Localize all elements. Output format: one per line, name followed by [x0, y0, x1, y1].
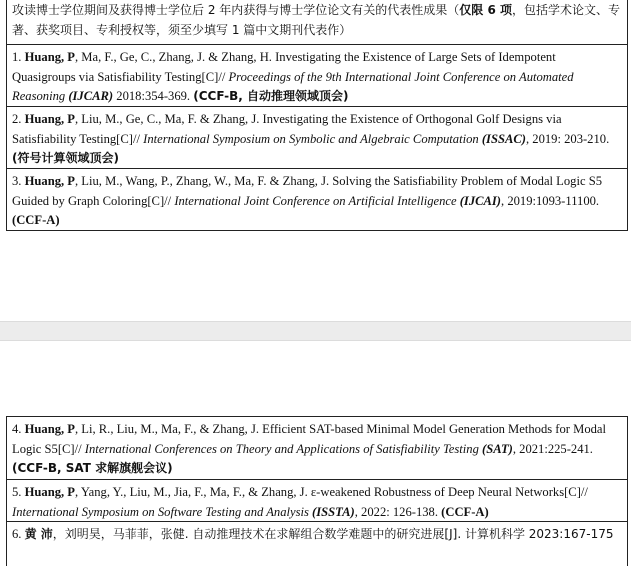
- publication-item-2: [7, 107, 627, 169]
- item-pages: , 2019:1093-11100.: [501, 193, 600, 208]
- publication-item-4: [7, 416, 627, 480]
- item-venue: International Symposium on Symbolic and Algebraic Computation: [143, 131, 482, 146]
- publication-item-5: [7, 480, 627, 522]
- item-tag: (CCF-A): [12, 213, 60, 227]
- item-number: 2.: [12, 112, 25, 126]
- item-venue-abbr: (ISSAC): [481, 131, 526, 146]
- document-page-top: [0, 0, 631, 233]
- item-tag: (CCF-B, 自动推理领域顶会): [193, 89, 349, 103]
- item-citation: , Yang, Y., Liu, M., Jia, F., Ma, F., & Zhang, J. ε-weakened Robustness of Deep Neural Networks[C]//: [74, 485, 588, 499]
- document-page-bottom: [0, 410, 631, 561]
- item-citation: , Liu, M., Ge, C., Ma, F. & Zhang, J. Investigating the Existence of Orthogonal Golf Designs via Satisfiability Testing[C]//: [12, 112, 562, 146]
- item-venue: International Joint Conference on Artificial Intelligence: [174, 193, 460, 208]
- achievements-table-bottom: [6, 416, 628, 566]
- item-tag: (符号计算领域顶会): [12, 151, 119, 165]
- header-limit: 仅限 6 项: [459, 3, 512, 17]
- page-break-separator: [0, 321, 631, 341]
- item-number: 6.: [12, 527, 25, 541]
- item-author: Huang, P: [24, 485, 75, 499]
- item-author: 黄 沛: [24, 527, 53, 541]
- item-author: Huang, P: [24, 422, 75, 436]
- publication-item-6: [7, 522, 627, 566]
- item-citation: , Ma, F., Ge, C., Zhang, J. & Zhang, H. Investigating the Existence of Large Sets of Idempotent Quasigroups via Satisfiability Testing[C]//: [12, 50, 556, 84]
- publication-item-3: [7, 169, 627, 231]
- item-venue-abbr: (SAT): [482, 441, 513, 456]
- item-number: 4.: [12, 422, 25, 436]
- item-tag: (CCF-A): [441, 504, 489, 519]
- publication-item-1: [7, 45, 627, 107]
- item-pages: , 2019: 203-210.: [525, 131, 610, 146]
- item-number: 5.: [12, 485, 25, 499]
- item-citation: , Li, R., Liu, M., Ma, F., & Zhang, J. Efficient SAT-based Minimal Model Generation Methods for Modal Logic S5[C]//: [12, 422, 606, 456]
- item-venue-abbr: (IJCAR): [68, 89, 114, 103]
- item-pages: , 2022: 126-138.: [354, 504, 442, 519]
- item-venue: International Symposium on Software Testing and Analysis: [12, 504, 313, 519]
- item-author: Huang, P: [24, 50, 75, 64]
- item-venue: International Conferences on Theory and Applications of Satisfiability Testing: [84, 441, 483, 456]
- item-number: 1.: [12, 50, 25, 64]
- item-pages: 2018:354-369.: [113, 89, 194, 103]
- header-text-b: ，包括学术论文、专著、获奖项目、专利授权等，须至少填写 1 篇中文期刊代表作）: [12, 3, 621, 37]
- item-citation: ，刘明昊，马菲菲，张健. 自动推理技术在求解组合数学难题中的研究进展[J]. 计算机科学 2023:167-175: [52, 527, 614, 541]
- item-venue-abbr: (ISSTA): [312, 504, 355, 519]
- item-citation: , Liu, M., Wang, P., Zhang, W., Ma, F. & Zhang, J. Solving the Satisfiability Problem of Modal Logic S5 Guided by Graph Coloring[C]//: [12, 174, 603, 208]
- item-pages: , 2021:225-241.: [512, 441, 593, 456]
- header-text-a: 攻读博士学位期间及获得博士学位后 2 年内获得与博士学位论文有关的代表性成果（: [12, 3, 460, 17]
- item-tag: (CCF-B, SAT 求解旗舰会议): [12, 461, 173, 475]
- item-author: Huang, P: [24, 174, 75, 188]
- item-venue: Proceedings of the 9th International Joint Conference on Automated Reasoning: [12, 69, 574, 103]
- section-header: [7, 0, 627, 45]
- item-author: Huang, P: [24, 112, 75, 126]
- achievements-table-top: [6, 0, 628, 231]
- item-number: 3.: [12, 174, 25, 188]
- item-venue-abbr: (IJCAI): [459, 193, 502, 208]
